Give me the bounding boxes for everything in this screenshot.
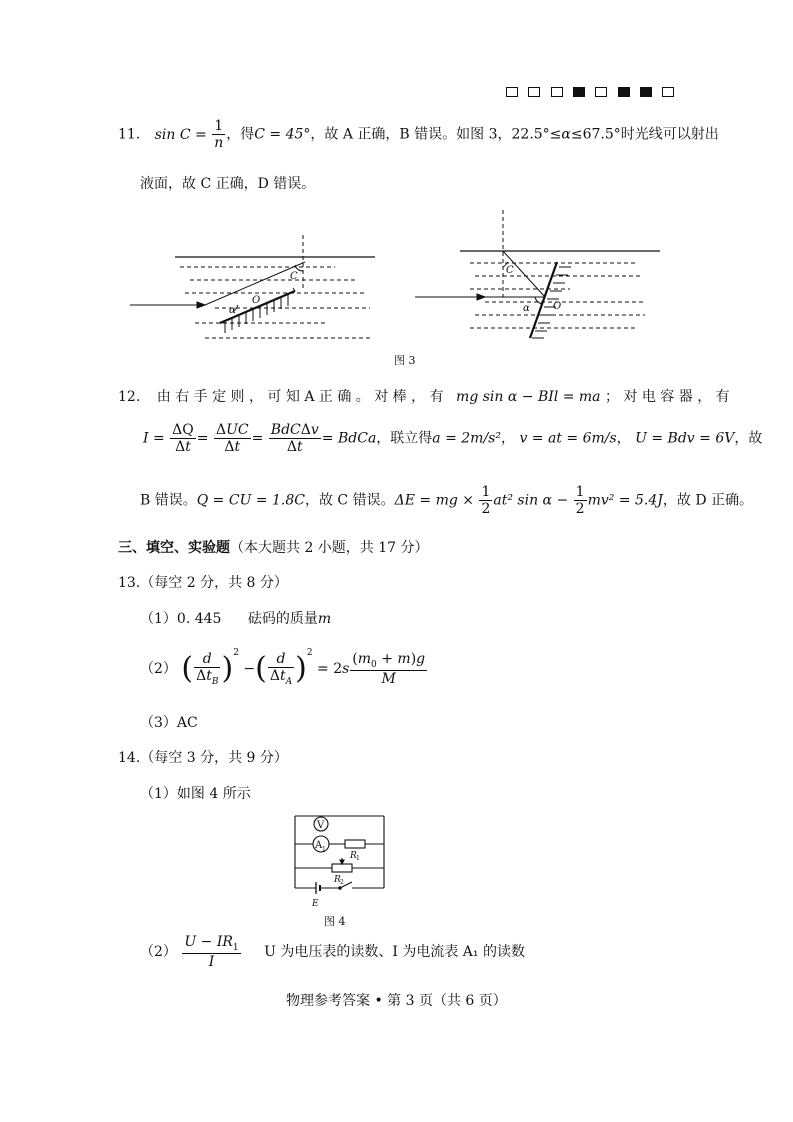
q14-heading: 14.（每空 3 分，共 9 分） [118, 750, 288, 766]
figure-3-left [130, 235, 375, 338]
svg-text:1: 1 [322, 846, 326, 853]
q13-answer-2: （2） ( $\frac{d}{\Delta t_B}$ )$^2$ −( $\frac{d}{\Delta t_A}$ )$^2$ = 2s $\frac{(m_0 + m)g}{M}$ [140, 648, 426, 688]
q11-line2: 液面，故 C 正确，D 错误。 [140, 176, 316, 192]
q12-line2-b: I = $\frac{\Delta Q}{\Delta t}$ = $\frac{\text{ΔUC}}{\Delta t}$ = $\frac{\text{BdCΔv}}{\Delta t}$ = BdCa，联立得a = 2m/s²， v = at = 6m/s， U = Bdv = 6V，故 [143, 422, 763, 456]
q13-answer-1: （1）0. 445 砝码的质量m [140, 611, 332, 627]
header-mark-empty [506, 87, 518, 97]
header-mark-empty [595, 87, 607, 97]
q13-answer-3: （3）AC [140, 715, 198, 731]
q11-number: 11. [118, 126, 141, 143]
figure-4-caption: 图 4 [324, 915, 346, 928]
svg-text:α: α [229, 305, 236, 316]
header-mark-empty [662, 87, 674, 97]
figure-3-right [415, 210, 660, 338]
q12-line1: 12. 由 右 手 定 则 ， 可 知 A 正 确 。 对 棒 ， 有 mg sin α − BIl = ma ； 对 电 容 器 ， 有 [118, 389, 730, 405]
header-mark-filled [573, 87, 585, 97]
q14-answer-2: （2） $\frac{U - IR_1}{I}$ U 为电压表的读数、I 为电流表 A₁ 的读数 [140, 934, 525, 971]
svg-text:O: O [252, 295, 261, 306]
figure-4-circuit [288, 808, 393, 908]
figure-3 [125, 205, 670, 370]
figure-3-caption: 图 3 [394, 354, 416, 367]
q12-number: 12. [118, 389, 141, 405]
svg-text:R: R [334, 875, 341, 885]
svg-text:E: E [312, 899, 319, 908]
q11-formula: sin C = [154, 126, 207, 143]
svg-text:2: 2 [340, 879, 344, 886]
header-mark-filled [640, 87, 652, 97]
section-3-heading: 三、填空、实验题（本大题共 2 小题，共 17 分） [118, 540, 429, 556]
svg-text:A: A [315, 840, 323, 851]
svg-text:C: C [506, 265, 514, 276]
svg-text:O: O [553, 301, 562, 312]
header-mark-filled [618, 87, 630, 97]
svg-text:C: C [290, 271, 298, 282]
svg-text:1: 1 [356, 855, 360, 862]
q14-answer-1: （1）如图 4 所示 [140, 786, 251, 802]
header-mark-empty [528, 87, 540, 97]
q12-line3: B 错误。Q = CU = 1.8C，故 C 错误。ΔE = mg × $\frac{1}{2}$ at² sin α − $\frac{1}{2}$ mv² = 5.4J，故 D 正确。 [140, 484, 753, 518]
svg-text:V: V [317, 820, 325, 831]
svg-text:α: α [523, 303, 530, 314]
q13-heading: 13.（每空 2 分，共 8 分） [118, 575, 288, 591]
q11-line1: 11. sin C = $\frac{1}{n}$ ，得C = 45°，故 A 正确，B 错误。如图 3，22.5°≤α≤67.5°时光线可以射出 [118, 118, 719, 152]
svg-text:R: R [350, 851, 357, 861]
q11-fraction: $\frac{1}{n}$ [214, 118, 224, 152]
header-mark-empty [551, 87, 563, 97]
page-footer: 物理参考答案 • 第 3 页（共 6 页） [286, 993, 507, 1009]
